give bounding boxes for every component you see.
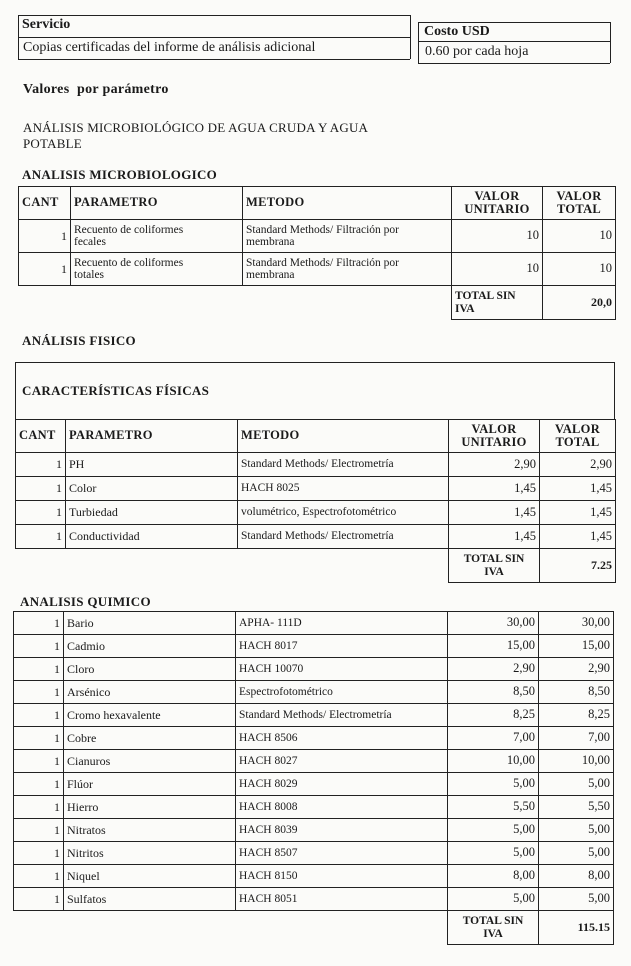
micro-total-label: TOTAL SIN IVA (452, 286, 543, 320)
table-row: 1 Sulfatos HACH 8051 5,00 5,00 (14, 888, 614, 911)
table-row: 1 Cromo hexavalente Standard Methods/ Electrometría 8,25 8,25 (14, 704, 614, 727)
table-row: 1 Niquel HACH 8150 8,00 8,00 (14, 865, 614, 888)
section-title-line-2: POTABLE (23, 136, 82, 151)
service-label: Servicio (22, 17, 71, 32)
table-row: 1 Nitritos HACH 8507 5,00 5,00 (14, 842, 614, 865)
cost-label: Costo USD (424, 24, 490, 39)
micro-total-value: 20,0 (543, 286, 616, 320)
fisico-total-label: TOTAL SIN IVA (449, 549, 540, 583)
quimico-total-value: 115.15 (539, 911, 614, 945)
table-row: 1 Turbiedad volumétrico, Espectrofotométrico 1,45 1,45 (16, 501, 616, 525)
fisico-title: ANÁLISIS FISICO (22, 333, 136, 348)
table-row: 1 Hierro HACH 8008 5,50 5,50 (14, 796, 614, 819)
table-row: 1 Cobre HACH 8506 7,00 7,00 (14, 727, 614, 750)
header-cant: CANT (19, 187, 71, 220)
fisico-total-value: 7.25 (540, 549, 616, 583)
table-row: 1 Cloro HACH 10070 2,90 2,90 (14, 658, 614, 681)
header-valor-total: VALOR TOTAL (543, 187, 616, 220)
micro-title: ANALISIS MICROBIOLOGICO (22, 167, 218, 182)
table-row: 1 Conductividad Standard Methods/ Electrometría 1,45 1,45 (16, 525, 616, 549)
table-row: 1 Arsénico Espectrofotométrico 8,50 8,50 (14, 681, 614, 704)
header-parametro: PARAMETRO (71, 187, 243, 220)
table-row: 1 Recuento de coliformes fecales Standard Methods/ Filtración por membrana 10 10 (19, 220, 616, 253)
header-valor-unitario: VALOR UNITARIO (452, 187, 543, 220)
service-description: Copias certificadas del informe de análisis adicional (23, 40, 316, 55)
section-title-line-1: ANÁLISIS MICROBIOLÓGICO DE AGUA CRUDA Y AGUA (23, 120, 369, 135)
quimico-table (13, 611, 614, 945)
table-row: 1 Cianuros HACH 8027 10,00 10,00 (14, 750, 614, 773)
table-row: 1 Flúor HACH 8029 5,00 5,00 (14, 773, 614, 796)
fisico-subtitle: CARACTERÍSTICAS FÍSICAS (22, 383, 210, 398)
table-row: 1 Recuento de coliformes totales Standard Methods/ Filtración por membrana 10 10 (19, 253, 616, 286)
header-metodo: METODO (243, 187, 452, 220)
micro-table (18, 186, 616, 320)
service-cost: 0.60 por cada hoja (425, 44, 529, 59)
quimico-title: ANALISIS QUIMICO (20, 594, 151, 609)
table-row: 1 Color HACH 8025 1,45 1,45 (16, 477, 616, 501)
quimico-total-label: TOTAL SIN IVA (448, 911, 539, 945)
values-title: Valores por parámetro (23, 82, 169, 97)
table-row: 1 Bario APHA- 111D 30,00 30,00 (14, 612, 614, 635)
table-row: 1 Cadmio HACH 8017 15,00 15,00 (14, 635, 614, 658)
fisico-table: CANT PARAMETRO METODO VALOR UNITARIO VALOR TOTAL 1 PH Standard Methods/ Electrometría 2,90 2,90 1 Color HACH 8025 1,45 1,45 1 Turbiedad volumétrico, Espectrofotométrico 1,45 1,45 1 Conductividad Standard Methods/ Electrometría 1,45 1,45 TOTAL SIN IVA 7.25 (15, 419, 616, 583)
section-title (23, 120, 368, 152)
table-row: 1 PH Standard Methods/ Electrometría 2,90 2,90 (16, 453, 616, 477)
table-row: 1 Nitratos HACH 8039 5,00 5,00 (14, 819, 614, 842)
